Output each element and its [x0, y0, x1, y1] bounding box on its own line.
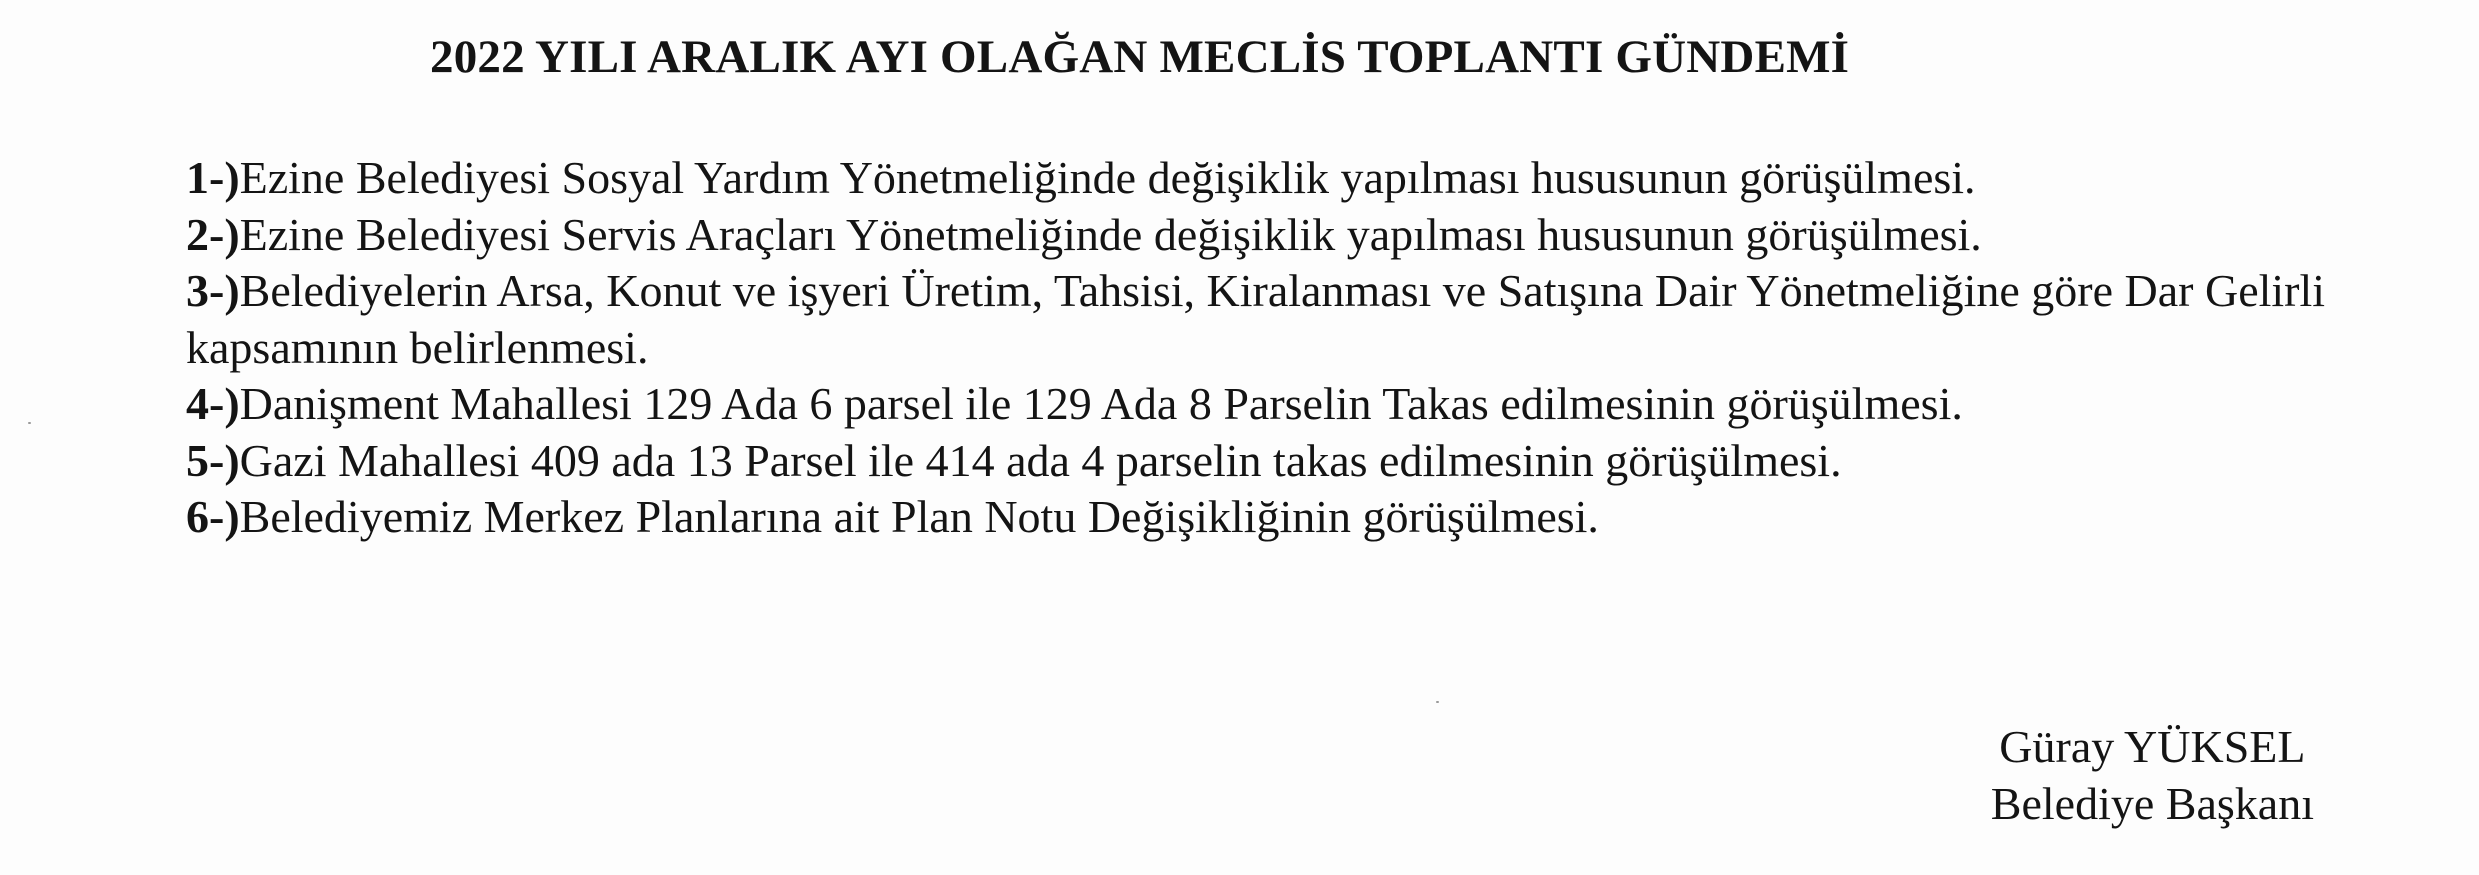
agenda-item — [186, 489, 2326, 546]
agenda-item-text: Gazi Mahallesi 409 ada 13 Parsel ile 414 ada 4 parselin takas edilmesinin görüşülmesi. — [239, 434, 1842, 486]
agenda-item-number: 2-) — [186, 208, 240, 260]
agenda-item-number: 5-) — [186, 434, 240, 486]
agenda-item-text: Danişment Mahallesi 129 Ada 6 parsel ile 129 Ada 8 Parselin Takas edilmesinin görüşülmesi. — [239, 378, 1963, 429]
signatory-name: Güray YÜKSEL — [1999, 721, 2306, 772]
document-title: 2022 YILI ARALIK AYI OLAĞAN MECLİS TOPLANTI GÜNDEMİ — [430, 31, 1850, 83]
agenda-item-number: 1-) — [186, 152, 240, 203]
agenda-item — [186, 263, 2326, 376]
signatory-position: Belediye Başkanı — [1990, 778, 2314, 829]
agenda-item — [186, 150, 2326, 207]
scan-speck — [28, 422, 31, 424]
agenda-item-number: 4-) — [186, 378, 240, 429]
agenda-item-text: Belediyelerin Arsa, Konut ve işyeri Üretim, Tahsisi, Kiralanması ve Satışına Dair Yönetmeliğine göre Dar Gelirli kapsamının belirlenmesi. — [186, 265, 2326, 373]
agenda-item — [186, 207, 2326, 264]
agenda-item — [186, 376, 2326, 433]
agenda-item-text: Belediyemiz Merkez Planlarına ait Plan Notu Değişikliğinin görüşülmesi. — [239, 491, 1599, 542]
agenda-item — [186, 433, 2326, 490]
signature-block — [1991, 718, 2314, 832]
agenda-item-text: Ezine Belediyesi Sosyal Yardım Yönetmeliğinde değişiklik yapılması hususunun görüşülmesi. — [239, 152, 1976, 203]
agenda-item-number: 6-) — [186, 491, 240, 542]
agenda-list — [186, 150, 2326, 546]
agenda-item-text: Ezine Belediyesi Servis Araçları Yönetmeliğinde değişiklik yapılması hususunun görüşülmesi. — [239, 208, 1982, 260]
scan-speck — [1436, 701, 1439, 703]
agenda-item-number: 3-) — [186, 265, 240, 316]
